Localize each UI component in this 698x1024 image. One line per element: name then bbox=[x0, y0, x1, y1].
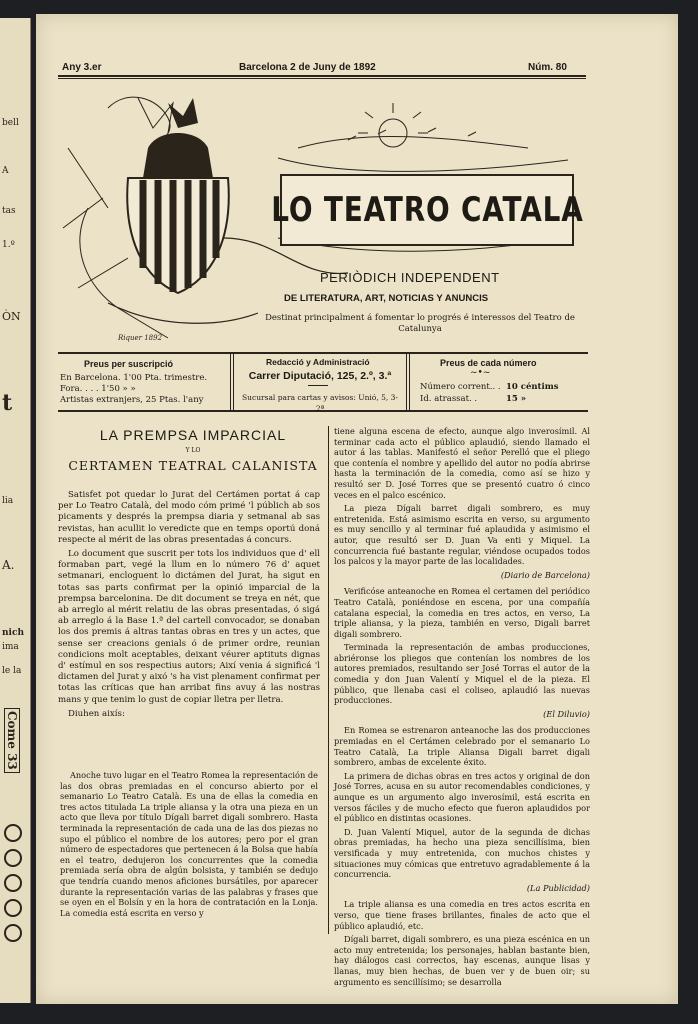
administration-address: Carrer Diputació, 125, 2.º, 3.ª bbox=[248, 370, 392, 382]
masthead-banner bbox=[270, 174, 584, 246]
administration-branch: Sucursal para cartas y avisos: Unió, 5, 3-2ª bbox=[242, 393, 398, 413]
price-back-value: 15 » bbox=[506, 394, 527, 404]
review-paragraph: La primera de dichas obras en tres actos y original de don José Torres, acusa en su autor recomendables condiciones, y aunque es un argumento algo inverosímil, está escrita en versos fáciles y de mucho efecto que fueron aplaudidos por el público en distintas ocasiones. bbox=[334, 770, 590, 824]
article-left-column bbox=[58, 490, 320, 723]
article-title: LA PREMPSA IMPARCIAL bbox=[99, 427, 287, 443]
prev-fragment: le la bbox=[2, 666, 22, 676]
article-subtitle: CERTAMEN TEATRAL CALANISTA bbox=[68, 458, 318, 473]
price-back-label: Id. atrassat. . bbox=[420, 394, 478, 404]
info-divider bbox=[233, 354, 234, 410]
prev-fragment: A bbox=[2, 166, 9, 176]
info-divider bbox=[409, 354, 410, 410]
issue-year: Any 3.er bbox=[62, 62, 102, 73]
prev-fragment: ima bbox=[2, 642, 19, 652]
article-paragraph: Lo document que suscrit per tots los individuos que d' ell formaban part, vegé la llum en lo número 76 d' aquet setmanari, encloguent lo dictámen del Jurat, ha sigut en totas sas parts confirmat per la opinió imparcial de la prempsa barcelonina. De dit document se treya en nét, que ab arreglo al mérit relatiu de las obras presentadas, ó sigá ab arreglo á la Base 1.ª del cartell convocador, se donaban los dos premis á altras tantas obras en tres y un actes, que sense ser creacions genials ó de primer ordre, reunian condicions molt aceptables, deixant véurer aptituts dignas d' estímul en sos respectius autors; Així venia á significá 'l dictamen del Jurat y aixó 's ha vist plenament confirmat per totas las críticas que han arribat fins avuy á las nostras mans y que tenim lo gust de copiar lletra per lletra. bbox=[58, 549, 320, 705]
review-source: (Diario de Barcelona) bbox=[500, 569, 590, 580]
header-rule-thin bbox=[58, 78, 586, 79]
ornament-dash bbox=[308, 385, 328, 386]
previous-page-edge bbox=[0, 18, 31, 1003]
prev-fragment: lia bbox=[2, 496, 14, 506]
review-paragraph: D. Juan Valentí Miquel, autor de la segunda de dichas obras premiadas, ha hecho una pieza sencillísima, bien versificada y muy entretenida, con muchos chistes y situaciones muy cómicas que entretuvo agradablemente á la concurrencia. bbox=[334, 826, 590, 880]
subscription-row: Artistas extranjers, 25 Ptas. l'any bbox=[60, 395, 204, 405]
review-paragraph: La triple aliansa es una comedia en tres actos escrita en verso, que tiene frases brillantes, finales de acto que el público aplaudió, etc. bbox=[334, 899, 590, 931]
newspaper-tagline: DE LITERATURA, ART, NOTICIAS Y ANUNCIS bbox=[284, 293, 489, 304]
prev-fragment: nich bbox=[2, 628, 24, 638]
subscription-row: En Barcelona. 1'00 Pta. trimestre. bbox=[60, 373, 208, 383]
price-current-value: 10 céntims bbox=[506, 382, 559, 392]
prev-fragment: A. bbox=[2, 558, 15, 572]
prev-fragment: t bbox=[2, 390, 13, 416]
subscription-rates bbox=[60, 373, 228, 406]
info-rule-top bbox=[58, 352, 588, 354]
review-paragraph: Verificóse anteanoche en Romea el certamen del periódico Teatro Català, poniéndose en escena, por una compañía catalana especial, la comedia en tres actos, en verso, La triple aliansa, y la pieza, también en verso, Digali barret digali sombrero. bbox=[334, 586, 590, 639]
subscription-row: Fora. . . . 1'50 » » bbox=[60, 384, 136, 394]
review-source: (El Diluvio) bbox=[543, 708, 590, 719]
newspaper-subtitle: PERIÒDICH INDEPENDENT bbox=[320, 270, 500, 285]
review-paragraph: Terminada la representación de ambas producciones, abriéronse los pliegos que contenían los nombres de los autores premiados, resultando ser José Torras el autor de la comedia y don Juan Valentí y Miquel el de la pieza. El público, que llenaba casi el coliseo, aplaudió las nuevas producciones. bbox=[334, 642, 590, 706]
prev-fragment: ÒN bbox=[2, 310, 21, 323]
subscription-title: Preus per suscripció bbox=[84, 359, 174, 369]
newspaper-page bbox=[36, 14, 678, 1004]
article-right-column bbox=[334, 426, 590, 990]
review-paragraph: En Romea se estrenaron anteanoche las dos producciones premiadas en el Certámen celebrado por el semanario Lo Teatro Català, La triple Aliansa Digali barret digali sombrero, ambas de excelente éxito. bbox=[334, 725, 590, 768]
newspaper-purpose: Destinat principalment á fomentar lo progrés é interessos del Teatro de Catalunya bbox=[265, 313, 575, 334]
prices-ornament: ~•~ bbox=[470, 368, 491, 378]
header-rule bbox=[58, 75, 586, 77]
artist-signature: Riquer 1892 bbox=[118, 334, 163, 342]
quoted-review: Anoche tuvo lugar en el Teatro Romea la representación de las dos obras premiadas en el concurso abierto por el semanario Lo Teatro Català. Es una de ellas la comedia en tres actos titulada La triple aliansa y la otra una pieza en un acto que lleva por título Dígali barret digali sombrero. Hasta terminada la representación de cada una de las dos piezas no supo el público el nombre de los autores; pero por el gran número de espectadores que pertenecen á la Bolsa que había en el teatro, dedujeron los concurrentes que la comedia premiada sería obra de algún bolsista, y también se dedujo que tendría cuando menos aficiones bursátiles, por aparecer durante la representación varias de las palabras y frases que se oyen en el Bolsín y en la hora de contratación en la Lonja. La comedia está escrita en verso y bbox=[60, 770, 318, 918]
prev-fragment: tas bbox=[2, 206, 16, 216]
info-divider bbox=[406, 354, 407, 410]
column-divider bbox=[328, 426, 329, 934]
prev-fragment-advert: Come 33 bbox=[4, 708, 20, 773]
article-left-quote bbox=[60, 770, 318, 921]
article-conjunction: Y LO bbox=[185, 447, 201, 454]
review-paragraph: La pieza Dígali barret digali sombrero, es muy entretenida. Está asimismo escrita en verso, su argumento es muy sencillo y al terminar fué aplaudida y asimismo el autor, que resultó ser D. Juan Va enti y Miquel. La concurrencia fué bastante regular, viéndose ocupados todos los palcos y la mayor parte de las localidades. bbox=[334, 503, 590, 567]
ornament-circles bbox=[2, 818, 24, 958]
prices-title: Preus de cada número bbox=[440, 358, 537, 368]
review-source: (La Publicidad) bbox=[526, 882, 590, 893]
administration-title: Redacció y Administració bbox=[266, 357, 370, 367]
prev-fragment: 1.º bbox=[2, 240, 15, 250]
issue-number: Núm. 80 bbox=[528, 62, 567, 73]
price-current-label: Número corrent.. . bbox=[420, 382, 501, 392]
prev-fragment: bell bbox=[2, 118, 19, 128]
newspaper-title: LO TEATRO CATALA bbox=[270, 190, 584, 230]
review-paragraph: Dígali barret, digali sombrero, es una pieza escénica en un acto muy entretenida; los personajes, hablan bastante bien, hay diálogos casi correctos, hay escenas, aunque lisas y llanas, muy bien hechas, de buen ver y de buen oir; su argumento es sencillísimo; se desarrolla bbox=[334, 934, 590, 987]
issue-date: Barcelona 2 de Juny de 1892 bbox=[239, 62, 376, 73]
article-paragraph: Diuhen aixís: bbox=[68, 708, 125, 719]
info-divider bbox=[230, 354, 231, 410]
article-paragraph: Satisfet pot quedar lo Jurat del Certámen portat á cap per Lo Teatro Català, del modo cóm primé 'l públich ab sos picaments y després la prempsa diaria y setmanal ab sas revistas, han acullit lo veredicte que en temps oportú doná respecte al mérit de las obras presentadas á concurs. bbox=[58, 490, 320, 545]
review-paragraph: tiene alguna escena de efecto, aunque algo inverosímil. Al terminar cada acto el público aplaudió, siendo llamado el autor á las tablas. Manifestó el señor Perelló que el pliego que contenía el nombre y apellido del autor no podía abrirse hasta la terminación de la comedia, como así se hizo y resultó ser D. José Torres que se presentó cuatro ó cinco veces en el palco escénico. bbox=[334, 426, 590, 500]
